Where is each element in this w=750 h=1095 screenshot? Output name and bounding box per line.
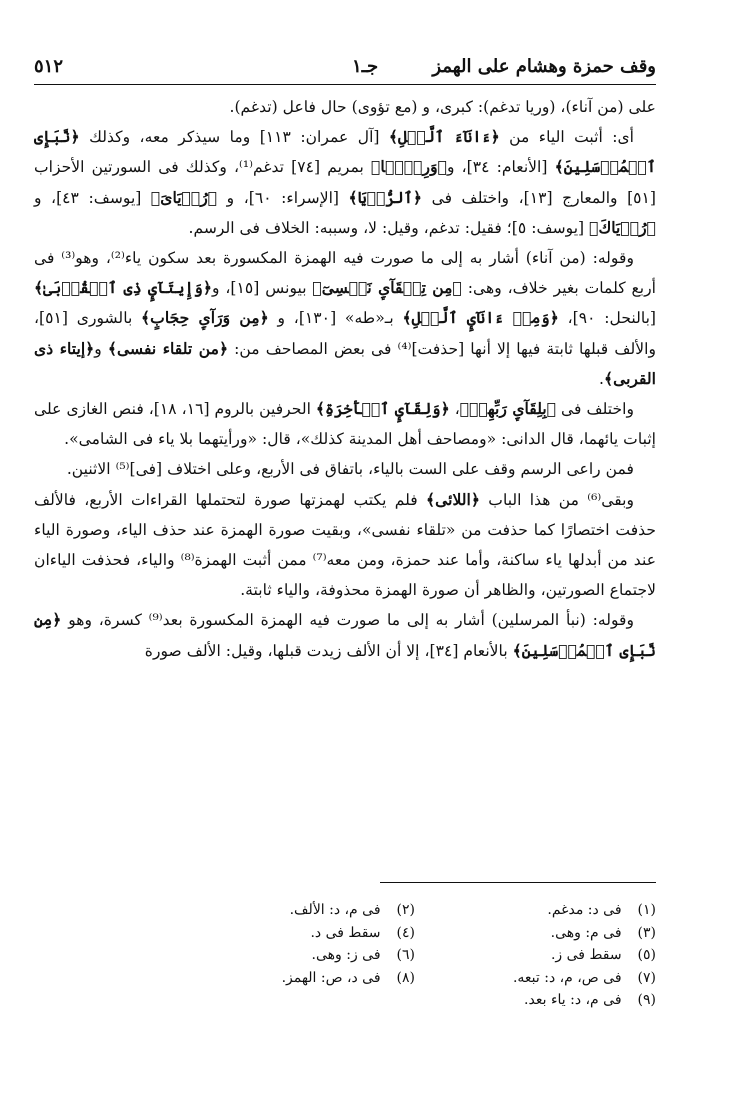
footnote-text: فى م، د: الألف. <box>289 902 381 918</box>
paragraph-p1 <box>34 92 656 122</box>
main-text <box>34 92 656 666</box>
quran-quote: ﴿من تلقاء نفسى﴾ <box>107 338 229 358</box>
footnote-text: فى ز: وهى. <box>311 947 381 963</box>
text-run: بالأنعام [٣٤]، إلا أن الألف زيدت قبلها، وقيل: الألف صورة <box>144 641 513 660</box>
footnote <box>441 945 656 967</box>
footnote-text: فى د: مدغم. <box>547 902 622 918</box>
text-run: [آل عمران: ١١٣] وما سيذكر معه، وكذلك <box>79 128 389 147</box>
text-run: وبقى⁽⁶⁾ من هذا الباب <box>480 490 634 509</box>
text-run: وقوله: (نبأ المرسلين) أشار به إلى ما صورت فيه الهمزة المكسورة بعد⁽⁹⁾ كسرة، وهو <box>61 611 635 630</box>
paragraph-p6 <box>34 485 656 606</box>
quran-quote: ﴿ٱلرُّءۡیَا﴾ <box>348 187 423 207</box>
footnote <box>200 900 415 922</box>
footnote <box>441 990 656 1012</box>
text-run: . <box>598 369 604 388</box>
page-number: ٥١٢ <box>34 56 64 77</box>
text-run: [الإسراء: ٦٠]، و <box>217 188 349 207</box>
quran-quote: ﴿ءَانَآءَ ٱلَّيۡلِ﴾ <box>388 127 500 147</box>
text-run: [الأنعام: ٣٤]، و <box>446 158 555 177</box>
footnote-number: (٣) <box>637 924 656 941</box>
paragraph-p3 <box>34 243 656 394</box>
footnote <box>441 968 656 990</box>
text-run: [يوسف: ٥]؛ فقيل: تدغم، وقيل: لا، وسببه: الخلاف فى الرسم. <box>188 218 590 237</box>
footnote-number: (٧) <box>637 969 656 986</box>
quran-quote: ﴿مِن تِلۡقَآیِٕ نَفۡسِیٓ﴾ <box>312 278 462 298</box>
footnote-text: فى م، د: ياء بعد. <box>524 992 622 1008</box>
text-run: فلم يكتب لهمزتها صورة لتحتملها القراءات الأربع، فالألف حذفت اختصارًا كما حذفت من «تلقاء نفسى»، وبقيت صورة الهمزة عند حذف الياء، وصورة الياء عند من أبدلها ياء ساكنة، وأما عند حمزة، ومن معه⁽⁷⁾ ممن أثبت الهمزة⁽⁸⁾ والياء، فحذفت الياءان لاجتماع الصورتين، والظاهر أن صورة الهمزة محذوفة، والياء ثابتة. <box>34 490 656 600</box>
footnote-text: فى ص، م، د: تبعه. <box>512 969 622 986</box>
paragraph-p7 <box>34 605 656 665</box>
paragraph-p5 <box>34 454 656 484</box>
quran-quote: ﴿وَمِنۡ ءَانَآیِٕ ٱلَّیۡلِ﴾ <box>402 308 559 328</box>
text-run: الحرفين بالروم [١٦، ١٨]، فنص الغازى على إثبات يائهما، قال الدانى: «ومصاحف أهل المدينة كذلك»، قال: «ورأيتهما بلا ياء فى الشامى». <box>34 400 656 449</box>
quran-quote: ﴿بِلِقَآیِٕ رَبِّهِمۡ﴾ <box>459 399 557 419</box>
footnote <box>200 945 415 967</box>
text-run: [يوسف: ٤٣]، و <box>34 188 151 207</box>
text-run: بـ«طه» [١٣٠]، و <box>268 309 403 328</box>
text-run: أى: أثبت الياء من <box>499 128 635 147</box>
quran-quote: ﴿رُءۡیَایَ﴾ <box>150 187 218 207</box>
header-volume: جـ١ <box>352 56 379 77</box>
header-title: وقف حمزة وهشام على الهمز <box>432 56 656 77</box>
footnote-number: (١) <box>637 902 656 918</box>
footnotes <box>200 900 656 1012</box>
footnote-text: فى د، ص: الهمز. <box>281 969 381 986</box>
quran-quote: ﴿وَلِقَآیِٕ ٱلۡأَخِرَةِ﴾ <box>315 399 450 419</box>
text-run: فمن راعى الرسم وقف على الست بالياء، باتفاق فى الأربع، وعلى اختلاف [فى]⁽⁵⁾ الاثنين. <box>66 460 634 479</box>
footnote-number: (٦) <box>396 947 415 963</box>
footnote-number: (٨) <box>396 969 415 986</box>
paragraph-p2 <box>34 122 656 243</box>
text-run: ، <box>449 400 460 419</box>
quran-quote: ﴿مِن وَرَآیِٕ حِجَابٍ﴾ <box>141 308 269 328</box>
text-run: واختلف فى <box>556 400 634 419</box>
paragraph-p4 <box>34 394 656 454</box>
footnote <box>200 968 415 990</box>
quran-quote: ﴿مِن نَّبَإِی ٱلۡمُرۡسَلِینَ﴾ <box>34 610 656 660</box>
text-run: على (من آناء)، (وريا تدغم): كبرى، و (مع تؤوى) حال فاعل (تدغم). <box>229 98 656 116</box>
footnote-divider <box>380 882 656 883</box>
quran-quote: ﴿وَرِءۡیࣰا﴾ <box>371 157 447 177</box>
text-run: [بالنحل: ٩٠]، <box>558 309 657 328</box>
running-header <box>34 48 656 85</box>
footnote <box>200 923 415 945</box>
footnote <box>441 923 656 945</box>
text-run: بالشورى [٥١]، والألف قبلها ثابتة فيها إلا أنها [حذفت]⁽⁴⁾ فى بعض المصاحف من: <box>34 309 656 358</box>
quran-quote: ﴿وَإِیتَآیِٕ ذِی ٱلۡقُرۡبَىٰ﴾ <box>34 278 213 298</box>
text-run: و <box>94 339 108 358</box>
text-run: بمريم [٧٤] تدغم⁽¹⁾، وكذلك فى السورتين الأحزاب [٥١] والمعارج [١٣]، واختلف فى <box>34 158 657 207</box>
footnote-text: سقط فى ز. <box>550 947 622 963</box>
footnote-number: (٥) <box>637 947 656 963</box>
quran-quote: ﴿نَّبَإِی ٱلۡمُرۡسَلِینَ﴾ <box>34 127 656 177</box>
footnote-number: (٩) <box>637 992 656 1008</box>
footnote-number: (٤) <box>396 924 415 941</box>
footnote-text: سقط فى د. <box>310 924 381 941</box>
text-run: بيونس [١٥]، و <box>212 279 313 298</box>
quran-quote: ﴿اللائى﴾ <box>426 489 481 509</box>
quran-quote: ﴿إيتاء ذى القربى﴾ <box>34 338 656 388</box>
footnote-number: (٢) <box>396 902 415 918</box>
footnote <box>441 900 656 922</box>
text-run: وقوله: (من آناء) أشار به إلى ما صورت فيه الهمزة المكسورة بعد سكون ياء⁽²⁾، وهو⁽³⁾ فى أربع كلمات بغير خلاف، وهى: <box>34 249 657 298</box>
footnote-text: فى م: وهى. <box>550 924 622 941</box>
quran-quote: ﴿رُءۡیَاكَ﴾ <box>589 217 656 237</box>
